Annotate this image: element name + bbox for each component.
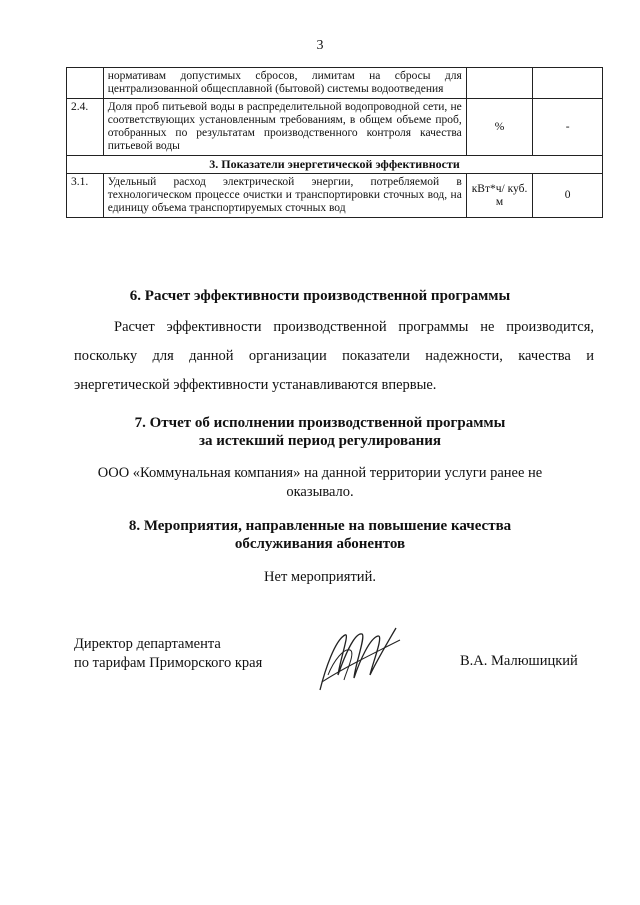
handwritten-signature	[300, 620, 410, 700]
table-section-row	[67, 156, 603, 174]
indicators-table	[66, 67, 603, 218]
section-title: 3. Показатели энергетической эффективности	[67, 156, 603, 174]
row-unit	[466, 68, 532, 99]
signatory-name: В.А. Малюшицкий	[460, 653, 578, 669]
table-row	[67, 174, 603, 218]
row-number: 2.4.	[67, 99, 104, 156]
row-value	[533, 68, 603, 99]
signatory-title-line1: Директор департамента	[74, 636, 221, 652]
row-description: нормативам допустимых сбросов, лимитам на сбросы для централизованной общесплавной (бытовой) системы водоотведения	[103, 68, 466, 99]
row-description: Доля проб питьевой воды в распределительной водопроводной сети, не соответствующих установленным требованиям, в общем объеме проб, отобранных по результатам производственного контроля качества питьевой воды	[103, 99, 466, 156]
section8-heading-line2: обслуживания абонентов	[234, 536, 406, 552]
row-number: 3.1.	[67, 174, 104, 218]
signatory-title	[74, 635, 262, 673]
page-number: 3	[316, 38, 324, 53]
section7-heading-line1: 7. Отчет об исполнении производственной программы	[134, 415, 506, 431]
row-number	[67, 68, 104, 99]
section8-heading-line1: 8. Мероприятия, направленные на повышение качества	[128, 518, 512, 534]
row-unit: кВт*ч/ куб. м	[466, 174, 532, 218]
table-row	[67, 68, 603, 99]
section7-heading-line2: за истекший период регулирования	[198, 433, 442, 449]
row-unit: %	[466, 99, 532, 156]
row-value: -	[533, 99, 603, 156]
row-value: 0	[533, 174, 603, 218]
section7-paragraph: ООО «Коммунальная компания» на данной территории услуги ранее не оказывало.	[97, 465, 543, 500]
row-description: Удельный расход электрической энергии, потребляемой в технологическом процессе очистки и транспортировки сточных вод, на единицу объема транспортируемых сточных вод	[103, 174, 466, 218]
section8-paragraph: Нет мероприятий.	[264, 569, 376, 585]
section6-paragraph: Расчет эффективности производственной программы не производится, поскольку для данной организации показатели надежности, качества и энергетической эффективности устанавливаются впервые.	[74, 319, 594, 393]
section6-heading: 6. Расчет эффективности производственной программы	[129, 288, 511, 304]
table-row	[67, 99, 603, 156]
signatory-title-line2: по тарифам Приморского края	[74, 655, 263, 671]
